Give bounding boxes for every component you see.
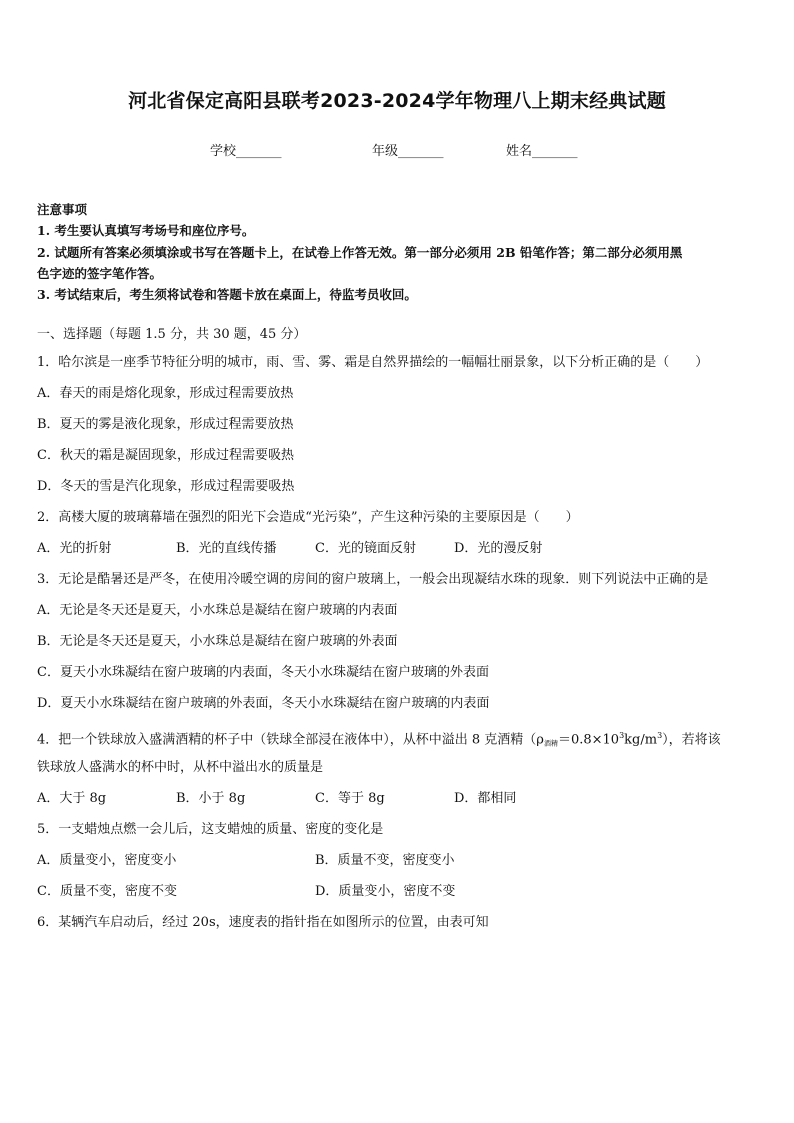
q4-stem-part-c: kg/m	[624, 732, 658, 748]
q4-stem-line2: 铁球放人盛满水的杯中时，从杯中溢出水的质量是	[37, 760, 324, 775]
student-info-row	[0, 140, 794, 160]
q2-stem: 2．高楼大厦的玻璃幕墙在强烈的阳光下会造成“光污染”，产生这种污染的主要原因是（ ）	[37, 510, 579, 525]
q4-unit-exponent: 3	[657, 731, 663, 740]
notice-item-2: 2. 试题所有答案必须填涂或书写在答题卡上，在试卷上作答无效。第一部分必须用 2B 铅笔作答；第二部分必须用黑	[37, 245, 683, 260]
q1-option-d[interactable]: D．冬天的雪是汽化现象，形成过程需要吸热	[37, 479, 295, 494]
page-title: 河北省保定高阳县联考2023-2024学年物理八上期末经典试题	[128, 90, 666, 112]
q2-option-c[interactable]: C．光的镜面反射	[315, 541, 416, 556]
q2-option-d[interactable]: D．光的漫反射	[454, 541, 543, 556]
q4-option-c[interactable]: C．等于 8g	[315, 791, 385, 806]
section-heading: 一、选择题（每题 1.5 分，共 30 题，45 分）	[37, 327, 307, 342]
school-field[interactable]	[210, 140, 282, 159]
q4-stem	[37, 728, 759, 751]
notice-item-3: 3. 考试结束后，考生须将试卷和答题卡放在桌面上，待监考员收回。	[37, 287, 417, 302]
school-blank: _______	[236, 144, 282, 159]
notice-item-2-cont: 色字迹的签字笔作答。	[37, 266, 163, 281]
q1-option-b[interactable]: B．夏天的雾是液化现象，形成过程需要放热	[37, 417, 294, 432]
q4-rho-subscript: 酒精	[543, 739, 558, 748]
q1-option-a[interactable]: A．春天的雨是熔化现象，形成过程需要放热	[37, 386, 294, 401]
q5-stem: 5．一支蜡烛点燃一会儿后，这支蜡烛的质量、密度的变化是	[37, 822, 384, 837]
q4-option-a[interactable]: A．大于 8g	[37, 791, 107, 806]
q2-option-b[interactable]: B．光的直线传播	[176, 541, 277, 556]
name-field[interactable]	[506, 140, 578, 159]
q4-stem-part-a: 4．把一个铁球放入盛满酒精的杯子中（铁球全部浸在液体中），从杯中溢出 8 克酒精（ρ	[37, 732, 544, 748]
q3-option-b[interactable]: B．无论是冬天还是夏天，小水珠总是凝结在窗户玻璃的外表面	[37, 634, 398, 649]
name-label: 姓名	[506, 144, 533, 159]
name-blank: _______	[532, 144, 578, 159]
q4-option-b[interactable]: B．小于 8g	[176, 791, 246, 806]
grade-field[interactable]	[372, 140, 444, 159]
q3-stem: 3．无论是酷暑还是严冬，在使用冷暖空调的房间的窗户玻璃上，一般会出现凝结水珠的现象．则下列说法中正确的是	[37, 572, 709, 587]
school-label: 学校	[210, 144, 237, 159]
q5-option-b[interactable]: B．质量不变，密度变小	[315, 853, 455, 868]
q5-option-c[interactable]: C．质量不变，密度不变	[37, 884, 177, 899]
notice-item-1: 1. 考生要认真填写考场号和座位序号。	[37, 223, 255, 238]
q5-option-d[interactable]: D．质量变小，密度不变	[315, 884, 456, 899]
q4-stem-part-d: ），若将该	[662, 732, 721, 748]
notice-heading: 注意事项	[37, 202, 88, 217]
q1-stem: 1．哈尔滨是一座季节特征分明的城市，雨、雪、雾、霜是自然界描绘的一幅幅壮丽景象，以下分析正确的是（ ）	[37, 355, 709, 370]
q3-option-c[interactable]: C．夏天小水珠凝结在窗户玻璃的内表面，冬天小水珠凝结在窗户玻璃的外表面	[37, 665, 489, 680]
q5-option-a[interactable]: A．质量变小，密度变小	[37, 853, 177, 868]
q3-option-d[interactable]: D．夏天小水珠凝结在窗户玻璃的外表面，冬天小水珠凝结在窗户玻璃的内表面	[37, 696, 490, 711]
q1-option-c[interactable]: C．秋天的霜是凝固现象，形成过程需要吸热	[37, 448, 294, 463]
q4-stem-part-b: ＝0.8×10	[557, 732, 620, 748]
q3-option-a[interactable]: A．无论是冬天还是夏天，小水珠总是凝结在窗户玻璃的内表面	[37, 603, 398, 618]
q2-option-a[interactable]: A．光的折射	[37, 541, 112, 556]
q6-stem: 6．某辆汽车启动后，经过 20s，速度表的指针指在如图所示的位置，由表可知	[37, 915, 489, 930]
grade-blank: _______	[398, 144, 444, 159]
q4-exponent: 3	[619, 731, 625, 740]
grade-label: 年级	[372, 144, 399, 159]
q4-option-d[interactable]: D．都相同	[454, 791, 517, 806]
